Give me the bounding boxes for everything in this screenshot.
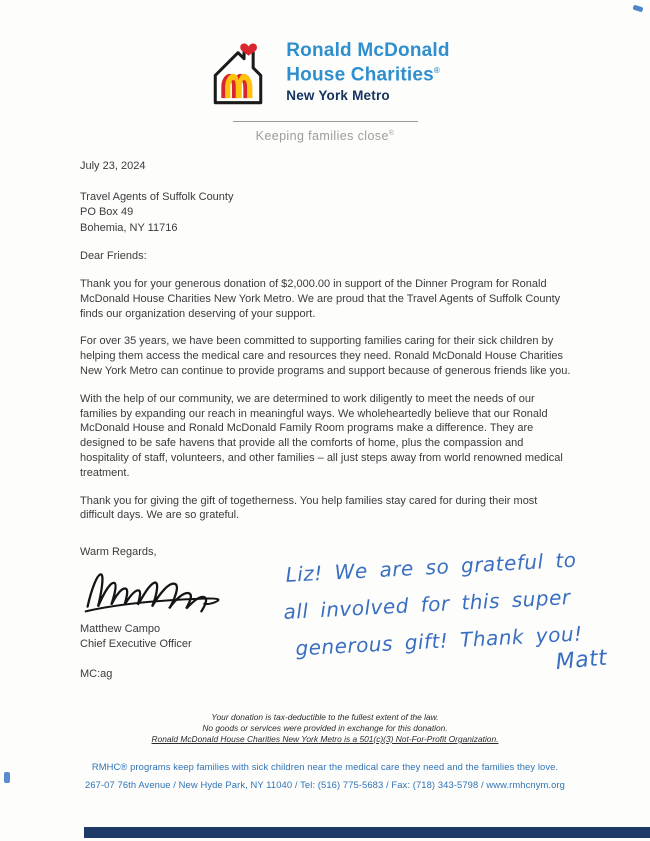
tagline	[0, 129, 650, 143]
signer-name: Matthew Campo	[80, 623, 161, 636]
disclaimer-line-2: No goods or services were provided in exchange for this donation.	[202, 723, 448, 733]
handwritten-line-1: Liz! We are so grateful to	[284, 547, 578, 587]
letterhead	[0, 0, 650, 108]
recipient-city-state-zip: Bohemia, NY 11716	[80, 221, 178, 234]
org-name-block	[286, 41, 449, 102]
handwritten-line-2: all involved for this super	[282, 584, 572, 624]
paragraph-gratitude: Thank you for giving the gift of togetherness. You help families stay cared for during their most difficult days. We are so grateful.	[80, 494, 538, 522]
org-name-line1: Ronald McDonald	[286, 40, 450, 62]
disclaimer-line-1: Your donation is tax-deductible to the fullest extent of the law.	[211, 712, 439, 722]
handwritten-note	[282, 539, 627, 692]
registered-mark: ®	[433, 66, 441, 76]
tagline-registered-mark: ®	[388, 129, 395, 137]
handwritten-signature: Matt	[554, 645, 609, 676]
handwritten-line-3: generous gift! Thank you!	[294, 621, 584, 661]
org-name-line2-text: House Charities	[286, 64, 434, 86]
tax-disclaimer	[0, 712, 650, 745]
letter-date: July 23, 2024	[80, 160, 146, 172]
contact-info-line: 267-07 76th Avenue / New Hyde Park, NY 11040 / Tel: (516) 775-5683 / Fax: (718) 343-5798 / www.rmhcnym.org	[85, 779, 565, 790]
rmhc-house-logo-icon	[200, 36, 276, 108]
recipient-address-block	[80, 190, 574, 237]
closing-salutation: Warm Regards,	[80, 546, 157, 559]
signer-title: Chief Executive Officer	[80, 638, 192, 651]
footer-accent-bar	[84, 827, 650, 838]
org-region: New York Metro	[286, 87, 390, 103]
paragraph-mission-history: For over 35 years, we have been committed to supporting families caring for their sick children by helping them access the medical care and resources they need. Ronald McDonald House Charities New York Metro can continue to provide programs and support because of generous friends like you.	[80, 335, 571, 378]
paragraph-programs: With the help of our community, we are determined to work diligently to meet the needs of our families by expanding our reach in meaningful ways. We wholeheartedly believe that our Ronald McDonald House and Ronald McDonald Family Room programs make a difference. They are designed to be safe havens that provide all the comforts of home, plus the compassion and hospitality of staff, volunteers, and other families – all just steps away from world renowned medical treatment.	[80, 392, 563, 479]
disclaimer-line-3: Ronald McDonald House Charities New York Metro is a 501(c)(3) Not-For-Profit Organization.	[151, 734, 499, 744]
org-name-line2	[286, 61, 449, 85]
recipient-name: Travel Agents of Suffolk County	[80, 190, 234, 203]
paragraph-donation-thanks: Thank you for your generous donation of $2,000.00 in support of the Dinner Program for Ronald McDonald House Charities New York Metro. We are proud that the Travel Agents of Suffolk County finds our organization deserving of your support.	[80, 278, 561, 320]
mission-statement: RMHC® programs keep families with sick children near the medical care they need and the families they love.	[91, 761, 559, 772]
reference-initials: MC:ag	[80, 668, 113, 681]
salutation: Dear Friends:	[80, 250, 147, 263]
recipient-po-box: PO Box 49	[80, 206, 134, 219]
letterhead-divider	[233, 121, 418, 122]
tagline-text: Keeping families close	[255, 129, 389, 143]
